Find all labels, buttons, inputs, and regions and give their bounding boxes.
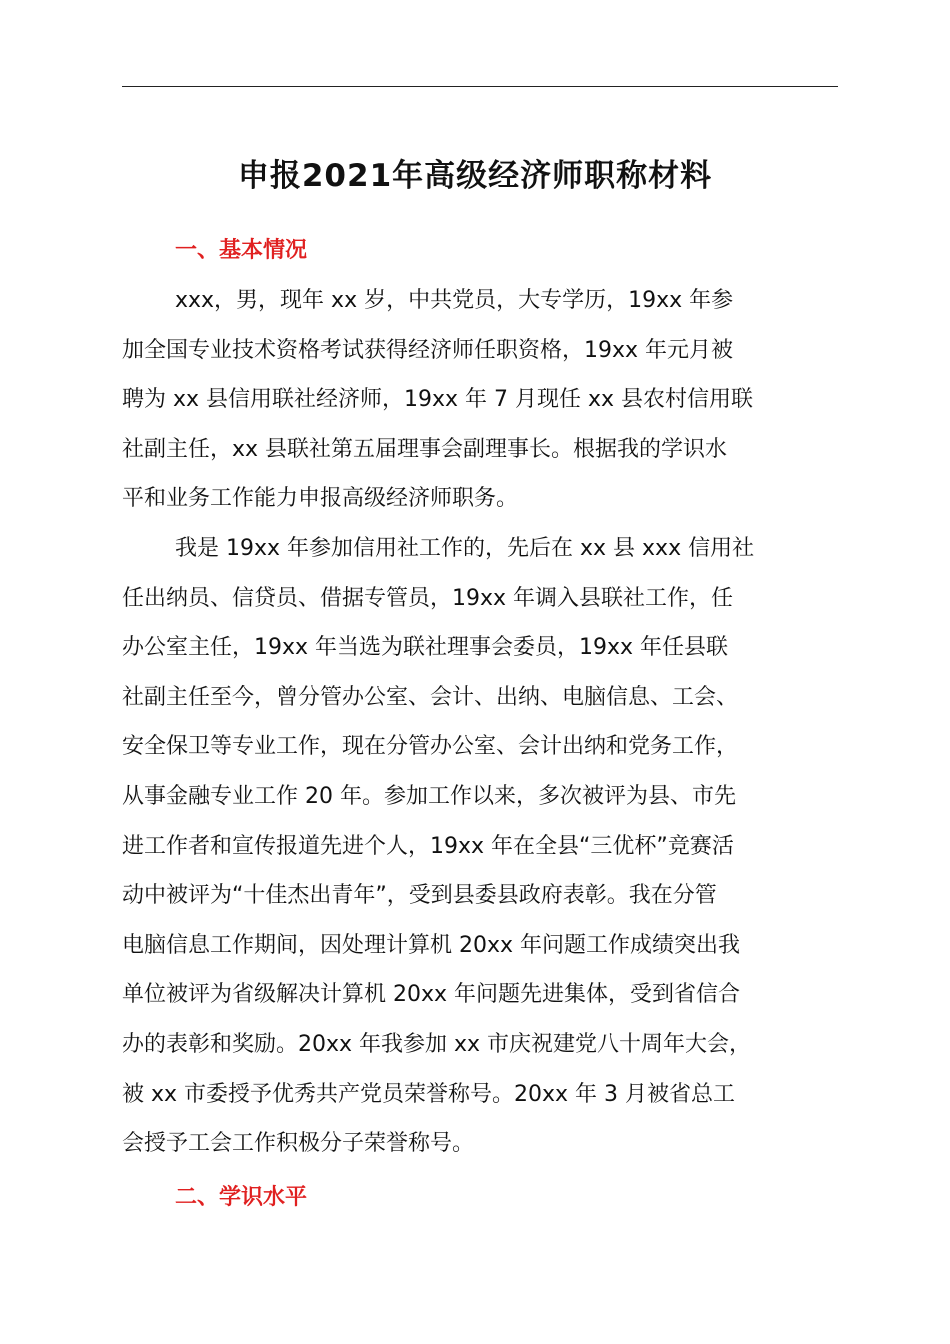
paragraph-line: 社副主任，xx 县联社第五届理事会副理事长。根据我的学识水 xyxy=(122,436,728,462)
paragraph-line: 从事金融专业工作 20 年。参加工作以来，多次被评为县、市先 xyxy=(122,783,736,809)
paragraph-line: 我是 19xx 年参加信用社工作的，先后在 xx 县 xxx 信用社 xyxy=(175,536,755,561)
paragraph-line: 电脑信息工作期间，因处理计算机 20xx 年问题工作成绩突出我 xyxy=(122,932,741,958)
section-heading-academic-level: 二、学识水平 xyxy=(175,1185,308,1210)
paragraph-line: 办公室主任，19xx 年当选为联社理事会委员，19xx 年任县联 xyxy=(122,635,729,661)
paragraph-line: 会授予工会工作积极分子荣誉称号。 xyxy=(122,1131,475,1157)
section-heading-basic-info: 一、基本情况 xyxy=(175,238,308,263)
paragraph-line: xxx，男，现年 xx 岁，中共党员，大专学历，19xx 年参 xyxy=(175,288,734,313)
paragraph-line: 单位被评为省级解决计算机 20xx 年问题先进集体，受到省信合 xyxy=(122,982,741,1008)
paragraph-line: 加全国专业技术资格考试获得经济师任职资格，19xx 年元月被 xyxy=(122,337,734,363)
paragraph-line: 平和业务工作能力申报高级经济师职务。 xyxy=(122,486,519,512)
paragraph-line: 办的表彰和奖励。20xx 年我参加 xx 市庆祝建党八十周年大会， xyxy=(122,1031,752,1057)
paragraph-line: 安全保卫等专业工作，现在分管办公室、会计出纳和党务工作， xyxy=(122,734,739,760)
paragraph-basic-info-2 xyxy=(122,524,842,1169)
paragraph-line: 进工作者和宣传报道先进个人，19xx 年在全县“三优杯”竞赛活 xyxy=(122,833,734,859)
document-title: 申报2021年高级经济师职称材料 xyxy=(237,158,713,194)
paragraph-line: 社副主任至今，曾分管办公室、会计、出纳、电脑信息、工会、 xyxy=(122,684,739,710)
header-rule xyxy=(122,86,838,87)
paragraph-line: 动中被评为“十佳杰出青年”，受到县委县政府表彰。我在分管 xyxy=(122,883,717,909)
paragraph-line: 任出纳员、信贷员、借据专管员，19xx 年调入县联社工作，任 xyxy=(122,585,734,611)
paragraph-line: 聘为 xx 县信用联社经济师，19xx 年 7 月现任 xx 县农村信用联 xyxy=(122,387,754,413)
paragraph-basic-info-1 xyxy=(122,276,842,524)
paragraph-line: 被 xx 市委授予优秀共产党员荣誉称号。20xx 年 3 月被省总工 xyxy=(122,1081,736,1107)
